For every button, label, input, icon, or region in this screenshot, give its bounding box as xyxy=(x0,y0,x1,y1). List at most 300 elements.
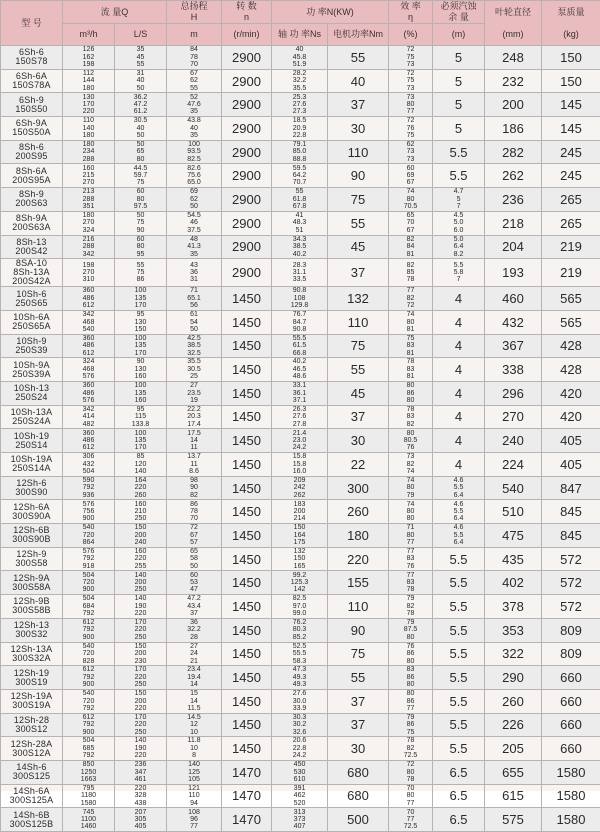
flow-m3h-cell-line: 486 xyxy=(63,437,114,444)
motor-power-cell: 45 xyxy=(328,235,389,259)
shaft-power-cell xyxy=(272,737,328,761)
model-cell-line: 10Sh-13 xyxy=(1,384,62,393)
impeller-cell: 432 xyxy=(485,310,542,334)
flow-m3h-cell xyxy=(63,69,115,93)
model-cell-line: 12Sh-28 xyxy=(1,716,62,725)
efficiency-cell-line: 80 xyxy=(389,690,432,697)
efficiency-cell-line: 62 xyxy=(389,141,432,148)
shaft-power-cell-line: 90.8 xyxy=(272,287,327,294)
table-row xyxy=(1,310,600,334)
efficiency-cell xyxy=(389,571,433,595)
flow-ls-cell xyxy=(115,571,167,595)
table-row xyxy=(1,784,600,808)
flow-ls-cell-line: 170 xyxy=(115,350,166,357)
weight-cell: 572 xyxy=(542,595,600,619)
efficiency-cell-line: 78 xyxy=(389,358,432,365)
shaft-power-cell-line: 450 xyxy=(272,761,327,768)
head-cell-line: 94 xyxy=(167,800,221,807)
flow-ls-cell xyxy=(115,784,167,808)
model-cell xyxy=(1,334,63,358)
model-cell xyxy=(1,784,63,808)
npsh-cell-line: 6.4 xyxy=(433,492,484,499)
model-cell xyxy=(1,310,63,334)
efficiency-cell-line: 80 xyxy=(389,101,432,108)
head-cell-line: 41.3 xyxy=(167,243,221,250)
flow-m3h-cell-line: 504 xyxy=(63,572,114,579)
flow-ls-cell-line: 35 xyxy=(115,46,166,53)
npsh-cell xyxy=(433,117,485,141)
shaft-power-cell-line: 33.5 xyxy=(272,276,327,283)
efficiency-cell-line: 72 xyxy=(389,761,432,768)
shaft-power-cell-line: 30.0 xyxy=(272,698,327,705)
npsh-cell xyxy=(433,287,485,311)
flow-m3h-cell xyxy=(63,334,115,358)
shaft-power-cell-line: 313 xyxy=(272,809,327,816)
efficiency-header: 效 率 η xyxy=(389,1,433,24)
head-cell xyxy=(167,358,222,382)
efficiency-cell-line: 78 xyxy=(389,406,432,413)
impeller-cell: 353 xyxy=(485,618,542,642)
head-cell-line: 70 xyxy=(167,515,221,522)
head-cell-line: 8.6 xyxy=(167,468,221,475)
weight-cell: 245 xyxy=(542,164,600,188)
flow-m3h-cell-line: 795 xyxy=(63,785,114,792)
flow-m3h-cell-line: 306 xyxy=(63,453,114,460)
efficiency-cell-line: 82 xyxy=(389,295,432,302)
head-cell-line: 65 xyxy=(167,548,221,555)
flow-ls-cell xyxy=(115,737,167,761)
impeller-cell: 193 xyxy=(485,259,542,287)
speed-cell: 1450 xyxy=(222,642,272,666)
shaft-power-cell-line: 55.5 xyxy=(272,335,327,342)
motor-power-cell: 22 xyxy=(328,453,389,477)
efficiency-cell-line: 86 xyxy=(389,390,432,397)
flow-ls-cell-line: 50 xyxy=(115,132,166,139)
efficiency-cell-line: 60 xyxy=(389,165,432,172)
head-cell xyxy=(167,93,222,117)
weight-cell: 150 xyxy=(542,46,600,70)
flow-m3h-cell-line: 360 xyxy=(63,430,114,437)
table-row xyxy=(1,524,600,548)
model-cell-line: 300S125A xyxy=(1,796,62,805)
head-header: 总扬程 H xyxy=(167,1,222,24)
efficiency-cell-line: 70 xyxy=(389,809,432,816)
speed-cell: 1450 xyxy=(222,618,272,642)
shaft-power-cell-line: 90.8 xyxy=(272,326,327,333)
flow-m3h-cell-line: 110 xyxy=(63,117,114,124)
flow-ls-cell-line: 120 xyxy=(115,461,166,468)
shaft-power-cell-line: 209 xyxy=(272,477,327,484)
efficiency-cell-line: 86 xyxy=(389,721,432,728)
flow-ls-cell xyxy=(115,618,167,642)
impeller-cell: 435 xyxy=(485,547,542,571)
flow-m3h-cell-line: 864 xyxy=(63,539,114,546)
flow-ls-cell-line: 170 xyxy=(115,444,166,451)
flow-m3h-cell-line: 180 xyxy=(63,132,114,139)
head-cell-line: 54 xyxy=(167,319,221,326)
flow-ls-cell xyxy=(115,259,167,287)
speed-header: 转 数 n xyxy=(222,1,272,24)
head-cell-line: 78 xyxy=(167,508,221,515)
table-row xyxy=(1,287,600,311)
npsh-cell xyxy=(433,784,485,808)
shaft-power-cell-line: 66.8 xyxy=(272,350,327,357)
head-cell-line: 57 xyxy=(167,539,221,546)
shaft-power-cell-line: 24.2 xyxy=(272,444,327,451)
head-cell-line: 10 xyxy=(167,729,221,736)
motor-power-cell: 132 xyxy=(328,287,389,311)
weight-cell: 219 xyxy=(542,235,600,259)
efficiency-cell xyxy=(389,405,433,429)
model-cell xyxy=(1,235,63,259)
head-cell-line: 82 xyxy=(167,492,221,499)
efficiency-cell-line: 70.5 xyxy=(389,203,432,210)
impeller-cell: 205 xyxy=(485,737,542,761)
npsh-cell-line: 4.5 xyxy=(433,212,484,219)
flow-ls-cell-line: 220 xyxy=(115,785,166,792)
head-cell-line: 14 xyxy=(167,698,221,705)
efficiency-cell-line: 82 xyxy=(389,236,432,243)
model-cell xyxy=(1,737,63,761)
flow-ls-cell-line: 95 xyxy=(115,251,166,258)
table-row xyxy=(1,117,600,141)
flow-m3h-cell-line: 745 xyxy=(63,809,114,816)
flow-m3h-cell xyxy=(63,259,115,287)
npsh-cell-value: 5.5 xyxy=(449,575,467,590)
head-cell-line: 12 xyxy=(167,721,221,728)
model-cell-line: 12Sh-6A xyxy=(1,503,62,512)
shaft-power-cell-line: 84.7 xyxy=(272,319,327,326)
motor-power-cell: 680 xyxy=(328,760,389,784)
head-cell xyxy=(167,140,222,164)
efficiency-cell-line: 80 xyxy=(389,508,432,515)
head-cell-line: 32.5 xyxy=(167,350,221,357)
speed-cell: 1450 xyxy=(222,713,272,737)
flow-ls-cell-line: 47.2 xyxy=(115,101,166,108)
shaft-power-cell-line: 38.5 xyxy=(272,243,327,250)
flow-m3h-cell-line: 220 xyxy=(63,108,114,115)
flow-ls-cell-line: 236 xyxy=(115,761,166,768)
table-row xyxy=(1,595,600,619)
weight-cell: 245 xyxy=(542,140,600,164)
head-cell xyxy=(167,689,222,713)
table-row xyxy=(1,334,600,358)
table-row xyxy=(1,476,600,500)
flow-m3h-cell-line: 720 xyxy=(63,579,114,586)
npsh-cell-value: 5.5 xyxy=(449,599,467,614)
flow-ls-cell xyxy=(115,595,167,619)
npsh-cell xyxy=(433,476,485,500)
shaft-power-cell-line: 25.3 xyxy=(272,94,327,101)
flow-ls-cell-line: 97.5 xyxy=(115,203,166,210)
model-cell-line: 12Sh-13 xyxy=(1,621,62,630)
shaft-power-cell xyxy=(272,500,328,524)
table-row xyxy=(1,808,600,832)
model-cell-line: 200S63A xyxy=(1,223,62,232)
impeller-cell: 296 xyxy=(485,381,542,405)
table-row xyxy=(1,46,600,70)
head-cell-line: 11 xyxy=(167,461,221,468)
head-cell-line: 47 xyxy=(167,586,221,593)
efficiency-cell-line: 81 xyxy=(389,350,432,357)
flow-m3h-cell xyxy=(63,666,115,690)
efficiency-cell-line: 78 xyxy=(389,610,432,617)
efficiency-cell-line: 73 xyxy=(389,156,432,163)
flow-ls-cell xyxy=(115,808,167,832)
shaft-power-cell-line: 26.3 xyxy=(272,406,327,413)
model-cell-line: 250S65 xyxy=(1,299,62,308)
head-cell-line: 11.8 xyxy=(167,737,221,744)
power-header: 功 率N(KW) xyxy=(272,1,389,24)
shaft-power-cell-line: 520 xyxy=(272,800,327,807)
flow-m3h-cell-line: 612 xyxy=(63,350,114,357)
model-cell-line: 200S42A xyxy=(1,277,62,286)
flow-ls-cell-line: 200 xyxy=(115,650,166,657)
flow-m3h-cell xyxy=(63,117,115,141)
head-cell-line: 30.5 xyxy=(167,366,221,373)
head-cell-line: 84 xyxy=(167,46,221,53)
flow-m3h-cell-line: 936 xyxy=(63,492,114,499)
head-cell-line: 46 xyxy=(167,219,221,226)
npsh-cell-line: 7 xyxy=(433,203,484,210)
flow-ls-cell xyxy=(115,453,167,477)
flow-ls-cell-line: 461 xyxy=(115,776,166,783)
shaft-power-cell-line: 125.3 xyxy=(272,579,327,586)
efficiency-cell-line: 80 xyxy=(389,397,432,404)
model-cell xyxy=(1,259,63,287)
head-cell xyxy=(167,429,222,453)
shaft-power-cell-line: 20.9 xyxy=(272,125,327,132)
efficiency-cell-line: 78 xyxy=(389,586,432,593)
efficiency-cell xyxy=(389,381,433,405)
flow-ls-cell-line: 438 xyxy=(115,800,166,807)
shaft-power-cell-line: 36.1 xyxy=(272,390,327,397)
flow-ls-cell xyxy=(115,69,167,93)
npsh-cell xyxy=(433,713,485,737)
impeller-cell: 322 xyxy=(485,642,542,666)
efficiency-cell xyxy=(389,642,433,666)
impeller-cell: 260 xyxy=(485,689,542,713)
flow-ls-cell-line: 40 xyxy=(115,125,166,132)
table-row xyxy=(1,381,600,405)
head-cell-line: 37 xyxy=(167,610,221,617)
head-cell xyxy=(167,737,222,761)
model-cell-line: 300S125B xyxy=(1,820,62,829)
flow-ls-cell-line: 55 xyxy=(115,262,166,269)
head-cell-line: 98 xyxy=(167,477,221,484)
flow-ls-cell-line: 60 xyxy=(115,236,166,243)
shaft-power-cell xyxy=(272,381,328,405)
head-cell-line: 52 xyxy=(167,94,221,101)
weight-cell: 565 xyxy=(542,310,600,334)
efficiency-cell-line: 77 xyxy=(389,539,432,546)
flow-header: 流 量Q xyxy=(63,1,167,24)
head-cell-line: 60 xyxy=(167,572,221,579)
head-cell-line: 86 xyxy=(167,501,221,508)
flow-ls-cell-line: 100 xyxy=(115,335,166,342)
efficiency-cell-line: 83 xyxy=(389,666,432,673)
flow-ls-cell xyxy=(115,140,167,164)
flow-ls-cell-line: 328 xyxy=(115,792,166,799)
impeller-cell: 232 xyxy=(485,69,542,93)
model-cell-line: 300S12A xyxy=(1,749,62,758)
npsh-cell-line: 4.6 xyxy=(433,477,484,484)
npsh-cell-value: 5 xyxy=(455,121,462,136)
flow-ls-cell-line: 130 xyxy=(115,366,166,373)
efficiency-cell-line: 77 xyxy=(389,572,432,579)
speed-cell: 1450 xyxy=(222,476,272,500)
flow-ls-cell-line: 190 xyxy=(115,745,166,752)
efficiency-cell-line: 78 xyxy=(389,776,432,783)
weight-cell: 145 xyxy=(542,117,600,141)
shaft-power-cell-line: 30.2 xyxy=(272,721,327,728)
shaft-power-cell xyxy=(272,334,328,358)
shaft-power-cell-line: 22.8 xyxy=(272,132,327,139)
flow-ls-cell xyxy=(115,642,167,666)
model-cell-line: 300S19 xyxy=(1,678,62,687)
model-cell-line: 300S32A xyxy=(1,654,62,663)
shaft-power-cell xyxy=(272,453,328,477)
head-cell xyxy=(167,713,222,737)
flow-m3h-cell-line: 900 xyxy=(63,515,114,522)
shaft-power-cell-line: 28.3 xyxy=(272,262,327,269)
head-cell-line: 36 xyxy=(167,619,221,626)
flow-m3h-cell-line: 792 xyxy=(63,626,114,633)
shaft-power-cell-line: 24.2 xyxy=(272,752,327,759)
npsh-cell xyxy=(433,211,485,235)
flow-m3h-cell-line: 504 xyxy=(63,468,114,475)
table-row xyxy=(1,547,600,571)
speed-cell: 2900 xyxy=(222,164,272,188)
npsh-cell-line: 4.7 xyxy=(433,188,484,195)
npsh-cell-line: 5.5 xyxy=(433,484,484,491)
shaft-power-cell xyxy=(272,524,328,548)
flow-m3h-cell-line: 351 xyxy=(63,203,114,210)
speed-cell: 1450 xyxy=(222,310,272,334)
shaft-power-cell-line: 88.8 xyxy=(272,156,327,163)
npsh-cell xyxy=(433,164,485,188)
model-cell-line: 10Sh-13A xyxy=(1,408,62,417)
flow-ls-cell xyxy=(115,689,167,713)
speed-cell: 1450 xyxy=(222,500,272,524)
shaft-power-cell xyxy=(272,476,328,500)
flow-ls-cell-line: 50 xyxy=(115,212,166,219)
speed-cell: 2900 xyxy=(222,140,272,164)
flow-m3h-cell-line: 792 xyxy=(63,674,114,681)
model-cell-line: 12Sh-13A xyxy=(1,645,62,654)
table-row xyxy=(1,642,600,666)
flow-m3h-cell xyxy=(63,429,115,453)
model-cell-line: 250S39A xyxy=(1,370,62,379)
flow-ls-cell-line: 220 xyxy=(115,484,166,491)
flow-ls-cell xyxy=(115,405,167,429)
head-cell-line: 11 xyxy=(167,444,221,451)
head-cell-line: 19 xyxy=(167,397,221,404)
flow-m3h-cell-line: 850 xyxy=(63,761,114,768)
npsh-cell xyxy=(433,595,485,619)
shaft-power-cell-line: 164 xyxy=(272,532,327,539)
shaft-power-cell-line: 47.3 xyxy=(272,666,327,673)
efficiency-cell-line: 65 xyxy=(389,212,432,219)
speed-cell: 2900 xyxy=(222,117,272,141)
head-cell-line: 8 xyxy=(167,752,221,759)
model-cell xyxy=(1,642,63,666)
efficiency-cell-line: 72 xyxy=(389,46,432,53)
impeller-cell: 224 xyxy=(485,453,542,477)
table-row xyxy=(1,164,600,188)
flow-ls-cell-line: 160 xyxy=(115,501,166,508)
flow-ls-cell-line: 65 xyxy=(115,148,166,155)
flow-m3h-cell-line: 900 xyxy=(63,681,114,688)
weight-cell: 420 xyxy=(542,381,600,405)
flow-m3h-cell-line: 900 xyxy=(63,586,114,593)
efficiency-cell-line: 70 xyxy=(389,785,432,792)
shaft-power-cell-line: 99.0 xyxy=(272,610,327,617)
model-cell-line: 200S95A xyxy=(1,176,62,185)
speed-cell: 1450 xyxy=(222,737,272,761)
npsh-cell xyxy=(433,547,485,571)
shaft-power-cell-line: 129.8 xyxy=(272,302,327,309)
head-cell xyxy=(167,381,222,405)
motor-power-cell: 30 xyxy=(328,737,389,761)
model-cell-line: 6Sh-6 xyxy=(1,48,62,57)
flow-ls-cell xyxy=(115,93,167,117)
head-cell-line: 53 xyxy=(167,579,221,586)
efficiency-cell-line: 80 xyxy=(389,515,432,522)
flow-m3h-cell-line: 288 xyxy=(63,196,114,203)
efficiency-cell xyxy=(389,808,433,832)
flow-ls-cell-line: 250 xyxy=(115,634,166,641)
head-cell xyxy=(167,618,222,642)
impeller-cell: 475 xyxy=(485,524,542,548)
efficiency-cell-line: 80 xyxy=(389,382,432,389)
weight-cell: 428 xyxy=(542,334,600,358)
shaft-power-cell-line: 51.9 xyxy=(272,61,327,68)
flow-ls-cell-line: 50 xyxy=(115,85,166,92)
head-cell xyxy=(167,453,222,477)
head-cell-line: 140 xyxy=(167,761,221,768)
efficiency-cell-line: 73 xyxy=(389,61,432,68)
motor-power-cell: 37 xyxy=(328,259,389,287)
efficiency-cell xyxy=(389,310,433,334)
efficiency-cell-line: 78 xyxy=(389,737,432,744)
model-cell-line: 250S24 xyxy=(1,393,62,402)
head-cell xyxy=(167,188,222,212)
head-cell-line: 27 xyxy=(167,643,221,650)
head-unit-header: m xyxy=(167,24,222,46)
efficiency-cell xyxy=(389,46,433,70)
flow-ls-cell xyxy=(115,310,167,334)
shaft-power-cell-line: 610 xyxy=(272,776,327,783)
efficiency-cell-line: 72.5 xyxy=(389,823,432,830)
efficiency-unit-header: (%) xyxy=(389,24,433,46)
flow-ls-cell-line: 135 xyxy=(115,437,166,444)
flow-ls-cell-line: 100 xyxy=(115,382,166,389)
npsh-cell-value: 5.5 xyxy=(449,552,467,567)
shaft-power-cell-line: 30.3 xyxy=(272,714,327,721)
shaft-power-cell-line: 27.3 xyxy=(272,108,327,115)
efficiency-cell-line: 71 xyxy=(389,524,432,531)
head-cell-line: 55 xyxy=(167,85,221,92)
flow-ls-cell-line: 75 xyxy=(115,219,166,226)
flow-ls-cell xyxy=(115,547,167,571)
efficiency-cell-line: 80 xyxy=(389,319,432,326)
head-cell-line: 121 xyxy=(167,785,221,792)
shaft-power-cell xyxy=(272,689,328,713)
weight-cell: 1580 xyxy=(542,760,600,784)
shaft-power-cell-line: 76.2 xyxy=(272,619,327,626)
flow-ls-cell xyxy=(115,287,167,311)
